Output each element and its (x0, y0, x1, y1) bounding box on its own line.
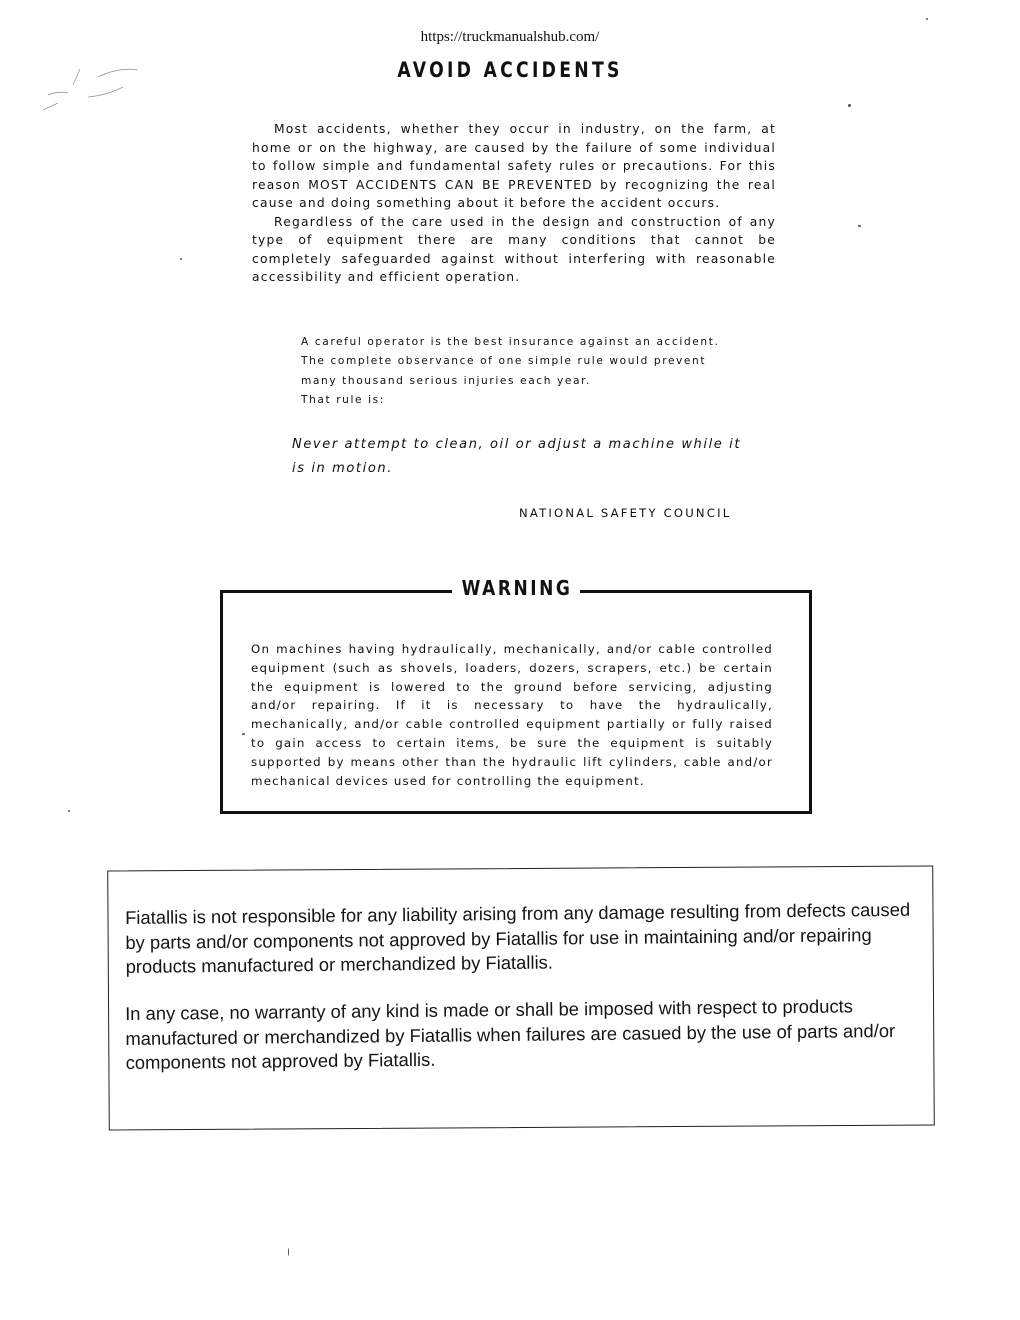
quote-line: many thousand serious injuries each year. (301, 374, 592, 387)
page-title: AVOID ACCIDENTS (397, 58, 623, 82)
source-url: https://truckmanualshub.com/ (420, 29, 600, 45)
scan-speck (288, 1248, 289, 1256)
scan-speck (180, 258, 182, 260)
warning-top-border-right (580, 590, 809, 593)
scan-speck (848, 104, 851, 107)
scan-speck (242, 733, 245, 735)
quote-line: A careful operator is the best insurance against an accident. (301, 336, 720, 348)
intro-paragraph: Most accidents, whether they occur in industry, on the farm, at home or on the highway, are caused by the failure of some individual to follow simple and fundamental safety rules or precautions. For this reason MOST ACCIDENTS CAN BE PREVENTED by recognizing the real cause and doing something about it before the accident occurs. (252, 122, 776, 210)
scan-speck (858, 225, 861, 227)
quote-line: That rule is: (301, 394, 385, 407)
scan-speck (926, 18, 928, 20)
scan-speck (68, 810, 70, 812)
disclaimer-paragraph: Fiatallis is not responsible for any liability arising from any damage resulting from defects caused by parts and/or components not approved by Fiatallis for use in maintaining and/or repairing products manufactured or merchandized by Fiatallis. (125, 898, 911, 977)
safety-rule: Never attempt to clean, oil or adjust a machine while it is in motion. (292, 437, 742, 476)
warning-text: On machines having hydraulically, mechanically, and/or cable controlled equipment (such as shovels, loaders, dozers, scrapers, etc.) be certain the equipment is lowered to the ground before servicing, adjusting and/or repairing. If it is necessary to have the hydraulically, mechanically, and/or cable controlled equipment partially or fully raised to gain access to certain items, be sure the equipment is suitably supported by means other than the hydraulic lift cylinders, cable and/or mechanical devices used for controlling the equipment. (251, 642, 773, 788)
intro-paragraph: Regardless of the care used in the design and construction of any type of equipment there are many conditions that cannot be completely safeguarded against without interfering with reasonable accessibility and efficient operation. (252, 214, 776, 284)
quote-attribution: NATIONAL SAFETY COUNCIL (519, 506, 732, 520)
intro-text (252, 120, 776, 287)
quote-line: The complete observance of one simple rule would prevent (301, 355, 707, 368)
safety-quote (301, 333, 737, 411)
warning-top-border-left (220, 590, 452, 593)
disclaimer-paragraph: In any case, no warranty of any kind is made or shall be imposed with respect to products manufactured or merchandized by Fiatallis when failures are casued by the use of parts and/or components not approved by Fiatallis. (125, 995, 896, 1073)
warning-heading: WARNING (461, 576, 573, 600)
